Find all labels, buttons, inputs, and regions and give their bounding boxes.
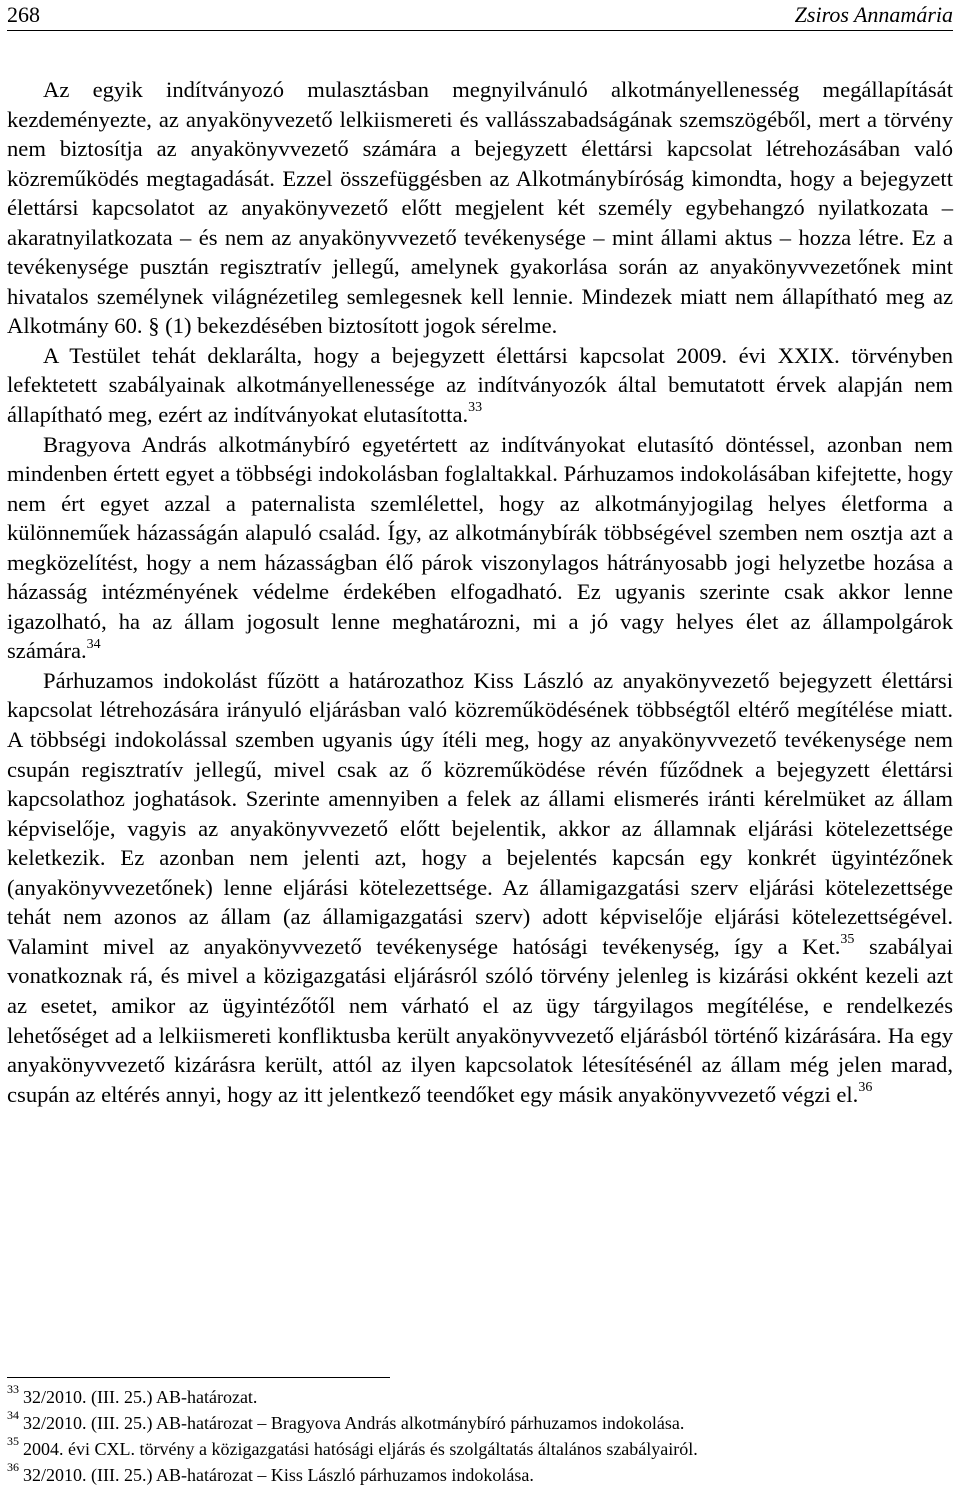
paragraph-2 xyxy=(7,341,953,430)
body-text xyxy=(7,75,953,1109)
footnote-number: 34 xyxy=(7,1408,19,1422)
paragraph-text: A Testület tehát deklarálta, hogy a bejegyzett élettársi kapcsolat 2009. évi XXIX. törvényben lefektetett szabályainak alkotmányellenessége az indítványozók által bemutatott érvek alapján nem állapítható meg, ezért az indítványokat elutasította. xyxy=(7,342,953,428)
footnote-ref-36[interactable]: 36 xyxy=(858,1080,873,1096)
footnote-number: 35 xyxy=(7,1434,19,1448)
page-header xyxy=(7,0,953,31)
footnote-36 xyxy=(7,1462,953,1488)
footnote-text: 32/2010. (III. 25.) AB-határozat. xyxy=(23,1387,258,1407)
footnote-35 xyxy=(7,1436,953,1462)
paragraph-text: szabályai vonatkoznak rá, és mivel a közigazgatási eljárásról szóló törvény jelenleg is kizárási okként kezeli azt az esetet, amikor az ügyintézőtől nem várható el az ügy tárgyilagos megítélése, e rendelkezés lehetőséget ad a lelkiismereti konfliktusba került anyakönyvvezető eljárásból történő kizárására. Ha egy anyakönyvvezető kizárásra került, attól az ilyen kapcsolatok létesítésénél az állam még jelen marad, csupán az eltérés annyi, hogy az itt jelentkező teendőket egy másik anyakönyvvezető végzi el. xyxy=(7,933,954,1107)
paragraph-1 xyxy=(7,75,953,341)
paragraph-4 xyxy=(7,666,953,1109)
page-number: 268 xyxy=(7,2,40,27)
paragraph-3 xyxy=(7,430,953,666)
footnote-text: 2004. évi CXL. törvény a közigazgatási hatósági eljárás és szolgáltatás általános szabályairól. xyxy=(23,1439,698,1459)
footnote-text: 32/2010. (III. 25.) AB-határozat – Kiss László párhuzamos indokolása. xyxy=(23,1465,534,1485)
footnote-ref-33[interactable]: 33 xyxy=(468,400,483,416)
running-title: Zsiros Annamária xyxy=(794,2,953,27)
paragraph-text: Párhuzamos indokolást fűzött a határozathoz Kiss László az anyakönyvezető bejegyzett élettársi kapcsolat létrehozására irányuló eljárásban való közreműködésének többségtől eltérő megítélése miatt. A többségi indokolással szemben ugyanis úgy ítéli meg, hogy az anyakönyvvezető tevékenysége nem csupán regisztratív jellegű, mivel csak az ő közreműködése révén fűződnek a bejegyzett élettársi kapcsolathoz joghatások. Szerinte amennyiben a felek az állami elismerés iránti kérelmüket az állam képviselője, vagyis az anyakönyvvezető előtt bejelentik, akkor az államnak eljárási kötelezettsége keletkezik. Ez azonban nem jelenti azt, hogy a bejelentés kapcsán egy konkrét ügyintézőnek (anyakönyvvezetőnek) lenne eljárási kötelezettsége. Az államigazgatási szerv eljárási kötelezettsége tehát nem azonos az állam (az államigazgatási szerv) adott képviselője eljárási kötelezettségével. Valamint mivel az anyakönyvvezető tevékenysége hatósági tevékenység, így a Ket. xyxy=(7,667,953,959)
paragraph-text: Bragyova András alkotmánybíró egyetértett az indítványokat elutasító döntéssel, azonban nem mindenben értett egyet a többségi indokolásban foglaltakkal. Párhuzamos indokolásában kifejtette, hogy nem ért egyet azzal a paternalista szemlélettel, hogy az alkotmányjogilag helyes életforma a különneműek házasságán alapuló család. Így, az alkotmánybírák többségével szemben nem osztja azt a megközelítést, hogy a nem házasságban élő párok viszonylagos hátrányosabb jogi helyzetbe hozása a házasság intézményének védelme érdekében elfogadható. Ez ugyanis szerinte csak akkor lenne igazolható, ha az állam jogosult lenne meghatározni, mi a jó vagy helyes élet az állampolgárok számára. xyxy=(7,431,953,664)
footnote-text: 32/2010. (III. 25.) AB-határozat – Bragyova András alkotmánybíró párhuzamos indokolása. xyxy=(23,1413,685,1433)
footnote-33 xyxy=(7,1384,953,1410)
paragraph-text: Az egyik indítványozó mulasztásban megnyilvánuló alkotmányellenesség megállapítását kezdeményezte, az anyakönyvezető lelkiismereti és vallásszabadságának szemszögéből, mert a törvény nem biztosítja az anyakönyvvezető számára a bejegyzett élettársi kapcsolat létrehozásában való közreműködés megtagadását. Ezzel összefüggésben az Alkotmánybíróság kimondta, hogy a bejegyzett élettársi kapcsolatot az anyakönyvezető előtt megjelent két személy egybehangzó nyilatkozata – akaratnyilatkozata – és nem az anyakönyvvezető tevékenysége – mint állami aktus – hozza létre. Ez a tevékenysége pusztán regisztratív jellegű, amelynek gyakorlása során az anyakönyvvezetőnek mint hivatalos személynek világnézetileg semlegesnek kell lennie. Mindezek miatt nem állapítható meg az Alkotmány 60. § (1) bekezdésében biztosított jogok sérelme. xyxy=(7,77,953,339)
footnote-separator xyxy=(7,1377,390,1378)
footnotes xyxy=(7,1377,953,1488)
footnote-number: 36 xyxy=(7,1460,19,1474)
footnote-number: 33 xyxy=(7,1382,19,1396)
footnote-34 xyxy=(7,1410,953,1436)
footnote-ref-35[interactable]: 35 xyxy=(840,932,855,948)
footnote-ref-34[interactable]: 34 xyxy=(86,636,101,652)
